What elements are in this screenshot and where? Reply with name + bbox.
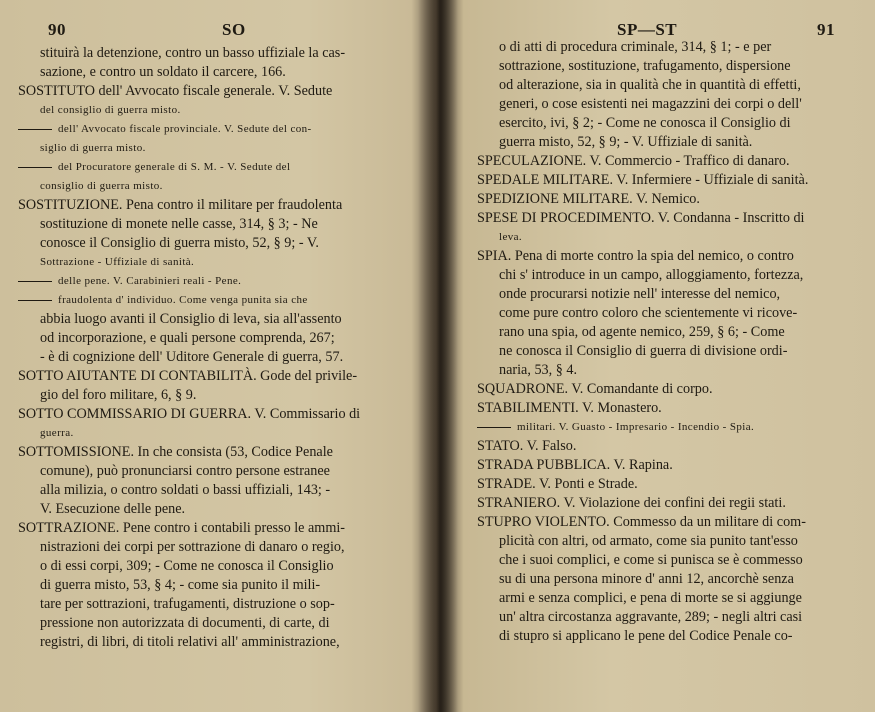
entry-line: SOSTITUTO dell' Avvocato fiscale generale. V. Sedute (18, 83, 333, 99)
em-dash-rule (18, 167, 52, 168)
text-line: nistrazioni dei corpi per sottrazione di danaro o regio, (40, 539, 345, 555)
subentry-text: delle pene. V. Carabinieri reali - Pene. (58, 275, 242, 287)
entry-line: SQUADRONE. V. Comandante di corpo. (477, 381, 713, 397)
text-line: armi e senza complici, e pena di morte se si aggiunge (499, 590, 802, 606)
right-page-number: 91 (817, 20, 835, 39)
subentry-line (18, 272, 410, 291)
right-page-text (477, 38, 852, 646)
text-line: conosce il Consiglio di guerra misto, 52, § 9; - V. (40, 235, 319, 251)
left-page-text (18, 44, 410, 652)
entry-line: STRANIERO. V. Violazione dei confini dei regii stati. (477, 495, 786, 511)
text-line: leva. (499, 231, 523, 243)
text-line: esercito, ivi, § 2; - Come ne conosca il Consiglio di (499, 115, 791, 131)
entry-line: SPESE DI PROCEDIMENTO. V. Condanna - Inscritto di (477, 210, 805, 226)
text-line: registri, di libri, di titoli relativi all' amministrazione, (40, 634, 340, 650)
em-dash-rule (18, 300, 52, 301)
text-line: che i suoi complici, e come si punisca se è commesso (499, 552, 803, 568)
text-line: di guerra misto, 53, § 4; - come sia punito il mili- (40, 577, 321, 593)
subentry-line (477, 418, 852, 437)
text-line: sostituzione di monete nelle casse, 314, § 3; - Ne (40, 216, 318, 232)
entry-line: STRADE. V. Ponti e Strade. (477, 476, 638, 492)
text-line: plicità con altri, od armato, come sia punito tant'esso (499, 533, 798, 549)
text-line: come pure contro coloro che scientemente vi ricove- (499, 305, 798, 321)
entry-line: SOTTO COMMISSARIO DI GUERRA. V. Commissario di (18, 406, 361, 422)
right-running-head: SP—ST (617, 20, 678, 39)
text-line: consiglio di guerra misto. (40, 180, 163, 192)
entry-line: SOTTOMISSIONE. In che consista (53, Codice Penale (18, 444, 333, 460)
subentry-line (18, 291, 410, 310)
subentry-text: militari. V. Guasto - Impresario - Incendio - Spia. (517, 421, 755, 433)
text-line: stituirà la detenzione, contro un basso uffiziale la cas- (40, 45, 346, 61)
text-line: od alterazione, sia in qualità che in quantità di effetti, (499, 77, 801, 93)
text-line: o di essi corpi, 309; - Come ne conosca il Consiglio (40, 558, 334, 574)
text-line: siglio di guerra misto. (40, 142, 146, 154)
left-running-head: SO (222, 20, 246, 39)
text-line: del consiglio di guerra misto. (40, 104, 181, 116)
text-line: comune), può pronunciarsi contro persone estranee (40, 463, 330, 479)
text-line: su di una persona minore d' anni 12, ancorchè senza (499, 571, 794, 587)
left-page (0, 0, 430, 712)
text-line: generi, o cose esistenti nei magazzini dei corpi o dell' (499, 96, 802, 112)
entry-line: SOTTO AIUTANTE DI CONTABILITÀ. Gode del privile- (18, 368, 358, 384)
entry-line: STABILIMENTI. V. Monastero. (477, 400, 662, 416)
entry-line: SOSTITUZIONE. Pena contro il militare per fraudolenta (18, 197, 343, 213)
text-line: di stupro si applicano le pene del Codice Penale co- (499, 628, 793, 644)
entry-line: SPEDIZIONE MILITARE. V. Nemico. (477, 191, 700, 207)
text-line: abbia luogo avanti il Consiglio di leva, sia all'assento (40, 311, 342, 327)
entry-line: STRADA PUBBLICA. V. Rapina. (477, 457, 673, 473)
text-line: guerra. (40, 427, 74, 439)
text-line: - è di cognizione dell' Uditore Generale di guerra, 57. (40, 349, 344, 365)
em-dash-rule (18, 129, 52, 130)
text-line: Sottrazione - Uffiziale di sanità. (40, 256, 195, 268)
text-line: ne conosca il Consiglio di guerra di divisione ordi- (499, 343, 788, 359)
text-line: alla milizia, o contro soldati o bassi uffiziali, 143; - (40, 482, 331, 498)
text-line: guerra misto, 52, § 9; - V. Uffiziale di sanità. (499, 134, 753, 150)
subentry-text: dell' Avvocato fiscale provinciale. V. Sedute del con- (58, 123, 312, 135)
entry-line: SPECULAZIONE. V. Commercio - Traffico di danaro. (477, 153, 790, 169)
right-page (445, 0, 875, 712)
text-line: gio del foro militare, 6, § 9. (40, 387, 197, 403)
text-line: sazione, e contro un soldato il carcere, 166. (40, 64, 286, 80)
entry-line: SPEDALE MILITARE. V. Infermiere - Uffiziale di sanità. (477, 172, 809, 188)
text-line: o di atti di procedura criminale, 314, § 1; - e per (499, 39, 772, 55)
subentry-line (18, 158, 410, 177)
text-line: naria, 53, § 4. (499, 362, 578, 378)
text-line: tare per sottrazioni, trafugamenti, distruzione o sop- (40, 596, 335, 612)
subentry-line (18, 120, 410, 139)
text-line: V. Esecuzione delle pene. (40, 501, 186, 517)
entry-line: SPIA. Pena di morte contro la spia del nemico, o contro (477, 248, 794, 264)
text-line: rano una spia, od agente nemico, 259, § 6; - Come (499, 324, 785, 340)
em-dash-rule (18, 281, 52, 282)
entry-line: STUPRO VIOLENTO. Commesso da un militare di com- (477, 514, 806, 530)
text-line: onde procurarsi notizie nell' interesse del nemico, (499, 286, 781, 302)
left-page-number: 90 (48, 20, 66, 39)
text-line: chi s' introduce in un campo, alloggiamento, fortezza, (499, 267, 804, 283)
text-line: sottrazione, sostituzione, trafugamento, dispersione (499, 58, 791, 74)
text-line: pressione non autorizzata di documenti, di carte, di (40, 615, 330, 631)
entry-line: SOTTRAZIONE. Pene contro i contabili presso le ammi- (18, 520, 346, 536)
subentry-text: del Procuratore generale di S. M. - V. Sedute del (58, 161, 291, 173)
entry-line: STATO. V. Falso. (477, 438, 577, 454)
text-line: un' altra circostanza aggravante, 289; - negli altri casi (499, 609, 803, 625)
em-dash-rule (477, 427, 511, 428)
subentry-text: fraudolenta d' individuo. Come venga punita sia che (58, 294, 308, 306)
text-line: od incorporazione, e quali persone comprenda, 267; (40, 330, 335, 346)
